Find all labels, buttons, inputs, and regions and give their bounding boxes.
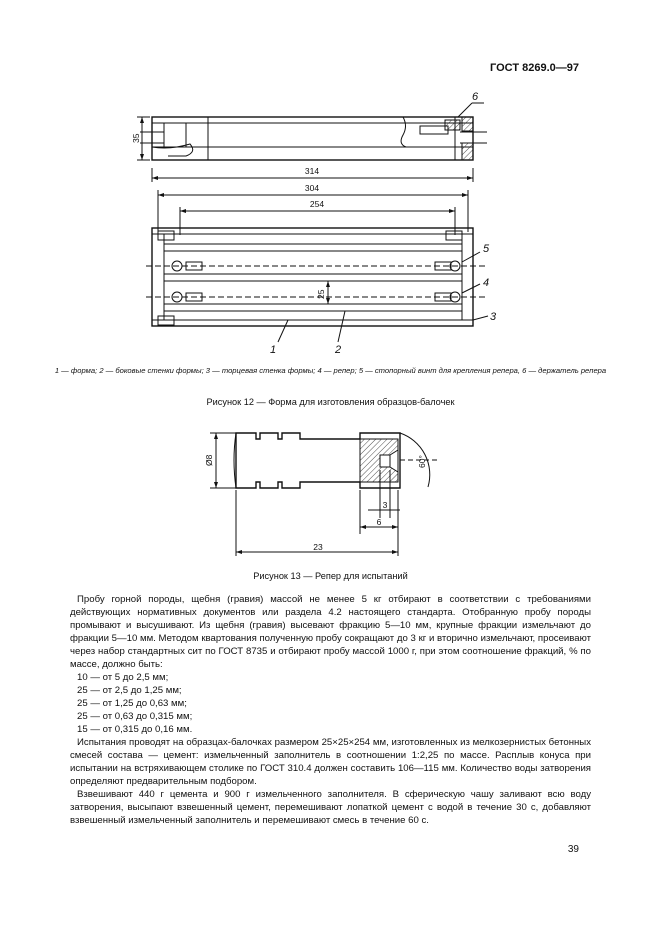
dim-diameter-8: Ø8: [204, 454, 214, 466]
dim-304: 304: [304, 183, 320, 193]
document-header: ГОСТ 8269.0—97: [490, 62, 579, 74]
list-item: 25 — от 2,5 до 1,25 мм;: [77, 685, 182, 696]
list-item: 15 — от 0,315 до 0,16 мм.: [77, 724, 193, 735]
figure-12-legend: 1 — форма; 2 — боковые стенки формы; 3 — торцевая стенка формы; 4 — репер; 5 — стопорный винт для крепления репера, 6 — держатель репера: [54, 366, 607, 375]
paragraph: Пробу горной породы, щебня (гравия) массой не менее 5 кг отбирают в соответствии с требованиями действующих нормативных документов или раздела 4.2 настоящего стандарта. Отобранную пробу породы промывают и высушивают. Из щебня (гравия) высевают фракцию 5—10 мм, крупные фракции измельчают до фракции 5—10 мм. Методом квартования полученную пробу сокращают до 3 кг и вторично измельчают, просеивают через набор стандартных сит по ГОСТ 8735 и отбирают пробу массой 1000 г, при этом соотношение фракций, % по массе, должно быть:: [70, 594, 591, 670]
figure-13-drawing: [0, 410, 661, 570]
dim-23: 23: [313, 542, 323, 552]
paragraph: Испытания проводят на образцах-балочках размером 25×25×254 мм, изготовленных из мелкозернистых бетонных смесей состава — цемент: измельченный заполнитель в соотношении 1:2,25 по массе. Расплыв конуса при испытании на встряхивающем столике по ГОСТ 310.4 должен составить 106—115 мм. Количество воды затворения определяют предварительным подбором.: [70, 737, 591, 787]
dim-314: 314: [304, 166, 320, 176]
dim-25: 25: [316, 289, 326, 299]
figure-12-caption: Рисунок 12 — Форма для изготовления образцов-балочек: [206, 397, 455, 407]
dim-angle-60: 60°: [417, 455, 427, 468]
label-2: 2: [335, 344, 342, 356]
label-6: 6: [472, 91, 479, 103]
list-item: 10 — от 5 до 2,5 мм;: [77, 672, 169, 683]
body-text: [70, 593, 591, 827]
label-1: 1: [270, 344, 277, 356]
dim-254: 254: [309, 199, 325, 209]
figure-12-drawing: [0, 0, 661, 362]
dim-6: 6: [376, 517, 382, 527]
dim-35: 35: [131, 133, 141, 143]
list-item: 25 — от 1,25 до 0,63 мм;: [77, 698, 187, 709]
label-4: 4: [483, 277, 490, 289]
list-item: 25 — от 0,63 до 0,315 мм;: [77, 711, 193, 722]
label-5: 5: [483, 243, 490, 255]
paragraph: Взвешивают 440 г цемента и 900 г измельченного заполнителя. В сферическую чашу заливают всю воду затворения, высыпают взвешенный цемент, перемешивают лопаткой цемент с водой в течение 30 с, добавляют взвешенный измельченный заполнитель и перемешивают смесь в течение 60 с.: [70, 789, 591, 826]
dim-3: 3: [382, 500, 388, 510]
label-3: 3: [490, 311, 497, 323]
figure-13-caption: Рисунок 13 — Репер для испытаний: [253, 571, 408, 581]
page-number: 39: [567, 844, 579, 855]
